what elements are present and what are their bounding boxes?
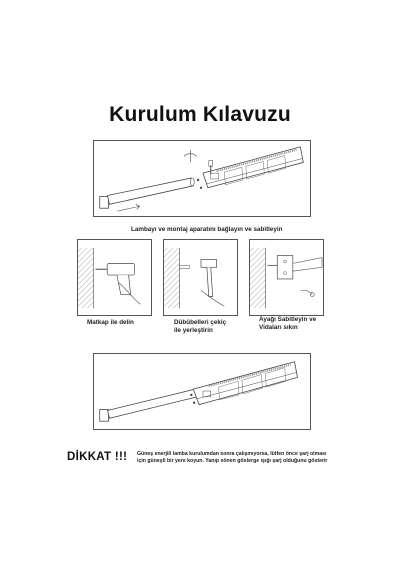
warning-title: DİKKAT !!! (67, 451, 128, 463)
wall-bracket (100, 410, 109, 422)
step-screw-line2: Vidaları sıkın (259, 324, 298, 331)
step-screw-line1: Ayağı Sabitleyin ve (259, 316, 317, 323)
warning-line1: Güneş enerjili lamba kurulumdan sonra çalışmıyorsa, lütfen önce şarj olması (137, 451, 327, 457)
warning-line2: için güneşli bir yere koyun. Yanıp sönen gösterge ışığı şarj olduğunu gösterir (137, 458, 328, 464)
step-main-caption: Lambayı ve montaj aparatını bağlayın ve sabitleyin (131, 226, 283, 233)
anchor-illustration (163, 239, 238, 316)
anchor-icon (180, 265, 190, 268)
lamp-body (193, 362, 297, 405)
mount-pole (108, 178, 194, 204)
drill-drawing (78, 240, 151, 315)
lamp-mount-drawing (94, 141, 310, 216)
bracket-plate (277, 256, 293, 279)
wall-bracket (100, 197, 109, 209)
step-drill-caption: Matkap ile delin (87, 319, 134, 326)
drill-icon (107, 263, 134, 275)
anchor-drawing (164, 240, 237, 315)
step-anchor-caption (174, 319, 226, 335)
drill-illustration (77, 239, 152, 316)
screw-illustration (249, 239, 324, 316)
step-anchor-line2: ile yerleştirin (174, 327, 213, 334)
hammer-icon (201, 259, 217, 267)
page-title: Kurulum Kılavuzu (109, 103, 291, 126)
wall-section (164, 248, 180, 308)
step-screw-caption (259, 316, 316, 332)
wall-section (78, 248, 94, 308)
lamp-mount-illustration (93, 140, 311, 217)
assembled-lamp-illustration (93, 353, 311, 430)
arrow-icon (117, 206, 139, 211)
wall-section (250, 248, 266, 308)
mount-pole (108, 389, 198, 418)
assembled-lamp-drawing (94, 354, 310, 429)
step-anchor-line1: Dübübelleri çekiç (174, 319, 227, 326)
screw-drawing (250, 240, 323, 315)
lamp-body (203, 147, 303, 188)
warning-text (137, 451, 337, 465)
